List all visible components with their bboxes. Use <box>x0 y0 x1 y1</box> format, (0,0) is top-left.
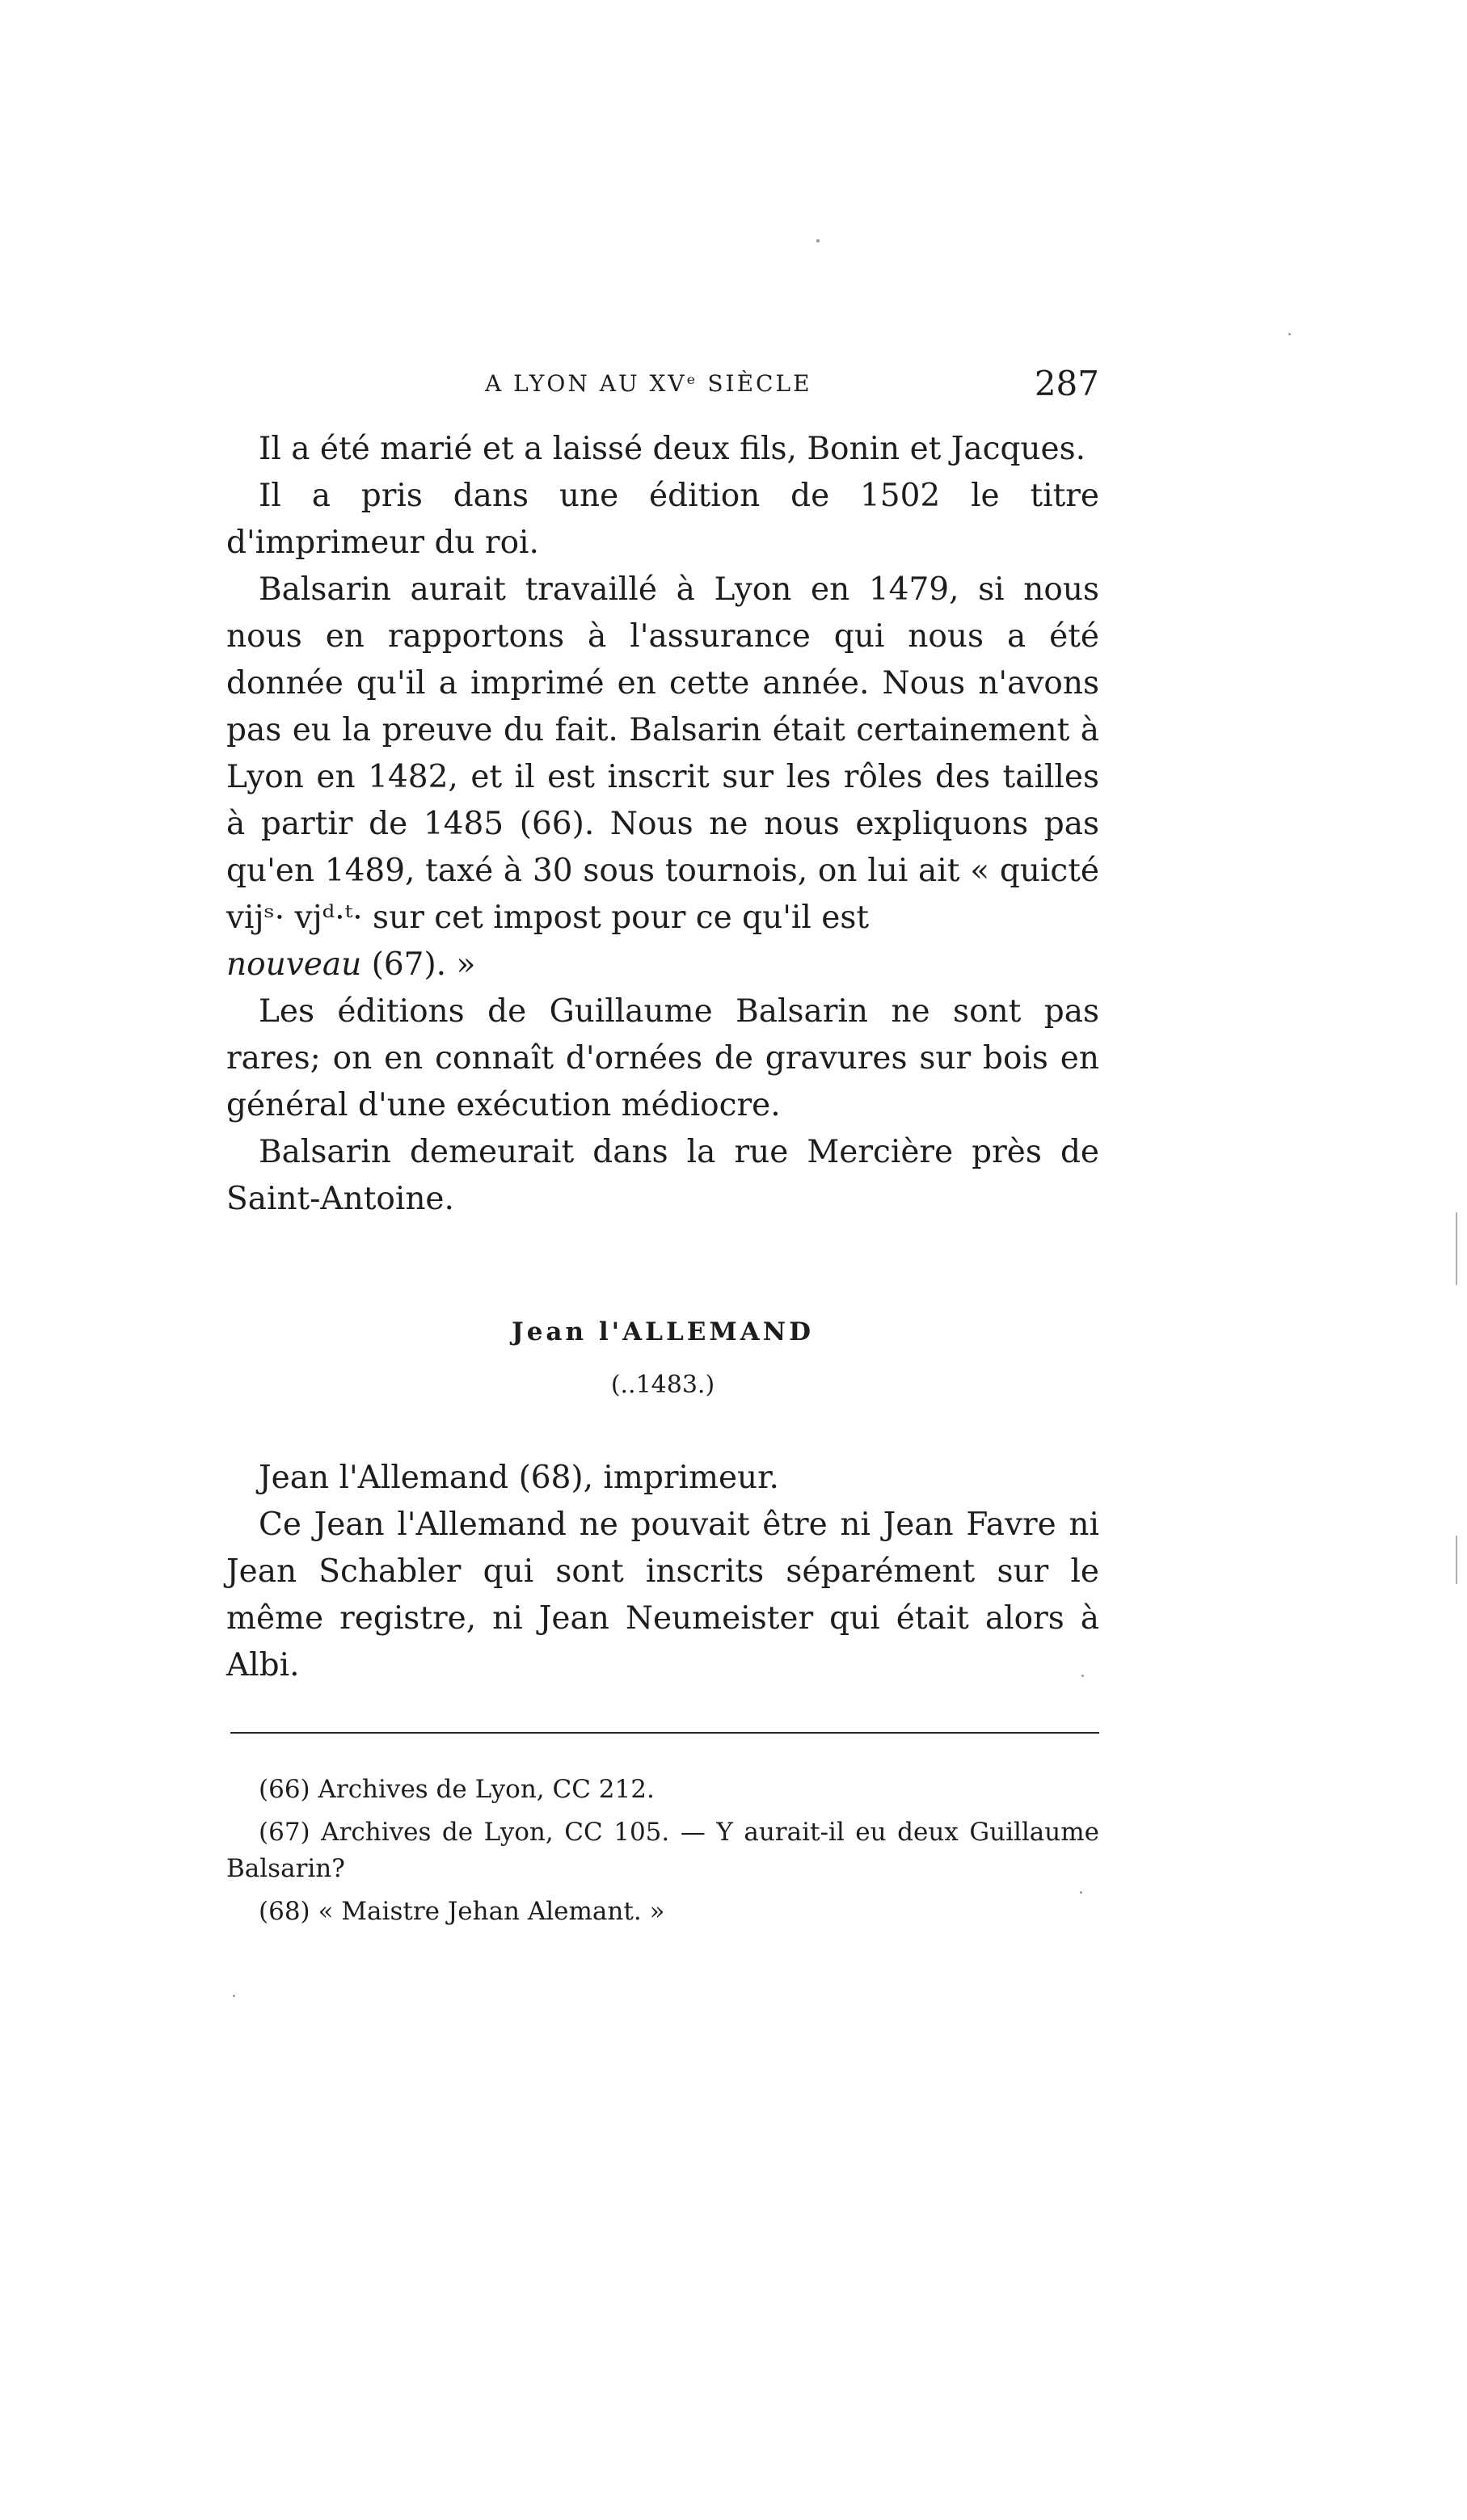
paper-speck <box>233 1995 235 1997</box>
footnotes <box>226 1772 1099 1936</box>
paragraph: Il a pris dans une édition de 1502 le titre d'imprimeur du roi. <box>226 478 1099 561</box>
paragraph: Il a été marié et a laissé deux fils, Bonin et Jacques. <box>259 431 1086 467</box>
section-allemand-text <box>226 1455 1099 1689</box>
footnote: (66) Archives de Lyon, CC 212. <box>259 1775 655 1804</box>
paper-speck <box>1081 1675 1084 1677</box>
paper-speck <box>816 239 820 242</box>
paragraph <box>226 567 1099 988</box>
paragraph-text: Balsarin aurait travaillé à Lyon en 1479, si nous nous en rapportons à l'assurance qui nous a été donnée qu'il a imprimé en cette année. Nous n'avons pas eu la preuve du fait. Balsarin était certainement à Lyon en 1482, et il est inscrit sur les rôles des tailles à partir de 1485 (66). Nous ne nous expliquons pas qu'en 1489, taxé à 30 sous tournois, on lui ait « quicté vijˢ· vjᵈ·ᵗ· sur cet impost pour ce qu'il est <box>226 571 1099 936</box>
paper-speck <box>1288 333 1291 335</box>
running-title: A LYON AU XVᵉ SIÈCLE <box>485 370 812 397</box>
section-dates: (..1483.) <box>610 1371 715 1399</box>
scan-edge-mark <box>1456 1536 1457 1584</box>
section-title: Jean l'ALLEMAND <box>512 1317 814 1346</box>
paragraph: Balsarin demeurait dans la rue Mercière près de Saint-Antoine. <box>226 1134 1099 1217</box>
footnote-ref: (67). » <box>361 946 476 983</box>
italic-word: nouveau <box>226 946 362 983</box>
footnote-divider <box>230 1732 1099 1734</box>
footnote: (67) Archives de Lyon, CC 105. — Y aurait-il eu deux Guillaume Balsarin? <box>226 1818 1099 1883</box>
scan-edge-mark <box>1456 1212 1457 1285</box>
paragraph: Ce Jean l'Allemand ne pouvait être ni Jean Favre ni Jean Schabler qui sont inscrits séparément sur le même registre, ni Jean Neumeister qui était alors à Albi. <box>226 1507 1099 1684</box>
paper-speck <box>1080 1891 1082 1894</box>
footnote: (68) « Maistre Jehan Alemant. » <box>259 1897 665 1926</box>
running-head <box>226 364 1099 412</box>
section-balsarin-text <box>226 426 1099 1223</box>
paragraph: Jean l'Allemand (68), imprimeur. <box>259 1460 779 1496</box>
paragraph: Les éditions de Guillaume Balsarin ne sont pas rares; on en connaît d'ornées de gravures sur bois en général d'une exécution médiocre. <box>226 993 1099 1123</box>
page-number: 287 <box>1034 364 1099 403</box>
